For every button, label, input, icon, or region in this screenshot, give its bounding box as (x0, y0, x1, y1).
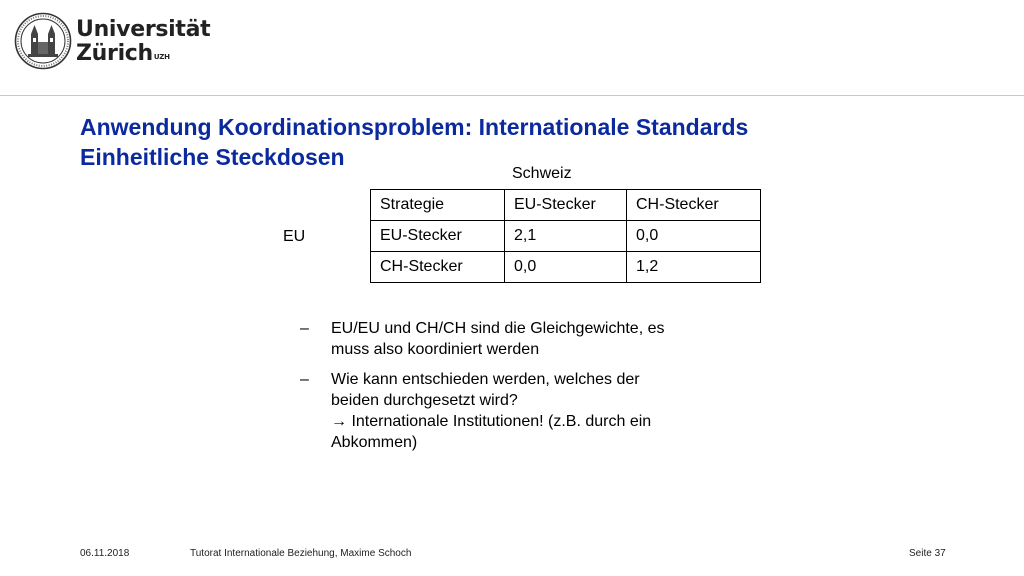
table-row (371, 252, 761, 283)
university-logo (14, 12, 211, 76)
table-cell: 0,0 (627, 221, 761, 252)
table-cell: 1,2 (627, 252, 761, 283)
bullet-dash: – (300, 320, 309, 337)
footer-course: Tutorat Internationale Beziehung, Maxime Schoch (190, 548, 412, 559)
logo-line-1: Universität (76, 17, 211, 42)
table-row-header: CH-Stecker (371, 252, 505, 283)
table-header-cell: EU-Stecker (505, 190, 627, 221)
row-player-label: EU (283, 228, 306, 245)
logo-line-2-text: Zürich (76, 41, 153, 66)
list-item (300, 318, 730, 360)
table-row (371, 221, 761, 252)
bullet-dash: – (300, 371, 309, 388)
logo-superscript: UZH (153, 53, 170, 61)
bullet-list (300, 318, 730, 462)
slide-title-line-1: Anwendung Koordinationsproblem: Internationale Standards (80, 114, 749, 140)
bullet-text-line: Abkommen) (331, 434, 418, 451)
bullet-text-line: Wie kann entschieden werden, welches der (331, 371, 640, 388)
table-cell: 2,1 (505, 221, 627, 252)
table-row-header: EU-Stecker (371, 221, 505, 252)
footer-date: 06.11.2018 (80, 548, 130, 559)
bullet-text-line: → Internationale Institutionen! (z.B. durch ein (331, 413, 652, 430)
bullet-text-line: beiden durchgesetzt wird? (331, 392, 518, 409)
payoff-matrix (370, 189, 761, 283)
column-player-label: Schweiz (512, 165, 572, 182)
footer-page-number: Seite 37 (909, 548, 946, 559)
table-header-cell: Strategie (371, 190, 505, 221)
university-seal-icon (14, 12, 72, 70)
header-divider (0, 95, 1024, 96)
logo-line-2 (76, 42, 210, 66)
logo-wordmark (76, 18, 210, 66)
bullet-text-line: muss also koordiniert werden (331, 341, 540, 358)
slide-title-line-2: Einheitliche Steckdosen (80, 144, 345, 170)
table-cell: 0,0 (505, 252, 627, 283)
list-item (300, 369, 730, 453)
slide-title (80, 112, 748, 172)
table-header-cell: CH-Stecker (627, 190, 761, 221)
bullet-text-line: EU/EU und CH/CH sind die Gleichgewichte, es (331, 320, 665, 337)
table-row (371, 190, 761, 221)
